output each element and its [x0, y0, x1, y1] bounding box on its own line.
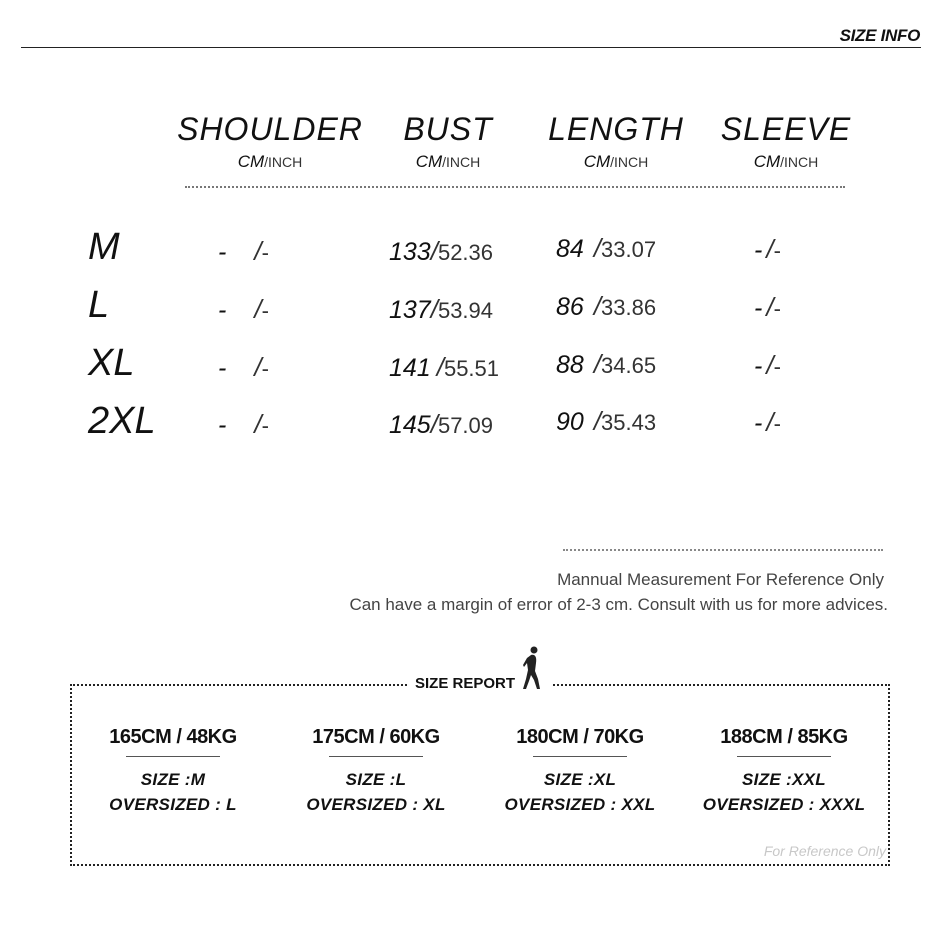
item-underline — [533, 756, 627, 757]
size-label-xl: XL — [88, 342, 135, 384]
cell-2xl-length: 90 /35.43 — [556, 406, 657, 436]
height-weight: 175CM / 60KG — [312, 726, 440, 748]
header-dotted-divider — [185, 186, 845, 188]
height-weight: 180CM / 70KG — [516, 726, 644, 748]
column-unit: CM/INCH — [415, 152, 481, 171]
cell-xl-length: 88 /34.65 — [556, 349, 657, 379]
reference-only-note: For Reference Only — [763, 843, 886, 859]
cell-2xl-bust: 145/57.09 — [389, 409, 494, 439]
oversized-size: OVERSIZED : XXXL — [702, 795, 866, 814]
size-report-item — [684, 726, 884, 817]
recommended-size: SIZE :XXL — [742, 770, 826, 789]
size-report-item — [276, 726, 476, 817]
margin-of-error-note: Can have a margin of error of 2-3 cm. Consult with us for more advices. — [349, 595, 888, 614]
size-label-l: L — [88, 284, 110, 326]
cell-l-shoulder: - /- — [218, 294, 269, 324]
recommended-size: SIZE :M — [140, 770, 206, 789]
measurement-note: Mannual Measurement For Reference Only — [557, 570, 884, 589]
size-report-item — [73, 726, 273, 817]
column-unit: CM/INCH — [583, 152, 649, 171]
cell-2xl-sleeve: - /- — [754, 407, 781, 437]
column-header-shoulder — [170, 112, 370, 172]
cell-xl-bust: 141 /55.51 — [389, 352, 500, 382]
column-title: LENGTH — [548, 111, 684, 147]
cell-l-bust: 137/53.94 — [389, 294, 494, 324]
height-weight: 165CM / 48KG — [109, 726, 237, 748]
notes-dotted-divider — [563, 549, 883, 551]
cell-m-length: 84 /33.07 — [556, 233, 657, 263]
item-underline — [329, 756, 423, 757]
item-underline — [737, 756, 831, 757]
recommended-size: SIZE :L — [345, 770, 407, 789]
oversized-size: OVERSIZED : XL — [306, 795, 446, 814]
cell-m-bust: 133/52.36 — [389, 236, 494, 266]
cell-m-sleeve: - /- — [754, 234, 781, 264]
size-info-title: SIZE INFO — [839, 26, 920, 45]
item-underline — [126, 756, 220, 757]
oversized-size: OVERSIZED : L — [109, 795, 237, 814]
height-weight: 188CM / 85KG — [720, 726, 848, 748]
size-label-2xl: 2XL — [88, 400, 156, 442]
top-divider — [21, 47, 921, 48]
column-header-sleeve — [686, 112, 886, 172]
cell-l-length: 86 /33.86 — [556, 291, 657, 321]
cell-xl-sleeve: - /- — [754, 350, 781, 380]
size-report-title: SIZE REPORT — [415, 675, 516, 692]
cell-xl-shoulder: - /- — [218, 352, 269, 382]
walking-man-icon — [519, 645, 545, 693]
column-title: SHOULDER — [177, 111, 363, 147]
column-title: BUST — [403, 111, 493, 147]
recommended-size: SIZE :XL — [543, 770, 617, 789]
size-report-item — [480, 726, 680, 817]
cell-2xl-shoulder: - /- — [218, 409, 269, 439]
column-title: SLEEVE — [720, 111, 852, 147]
size-report-heading — [407, 672, 553, 696]
cell-l-sleeve: - /- — [754, 292, 781, 322]
column-unit: CM/INCH — [753, 152, 819, 171]
cell-m-shoulder: - /- — [218, 236, 269, 266]
size-label-m: M — [88, 226, 120, 268]
column-unit: CM/INCH — [237, 152, 303, 171]
oversized-size: OVERSIZED : XXL — [504, 795, 656, 814]
